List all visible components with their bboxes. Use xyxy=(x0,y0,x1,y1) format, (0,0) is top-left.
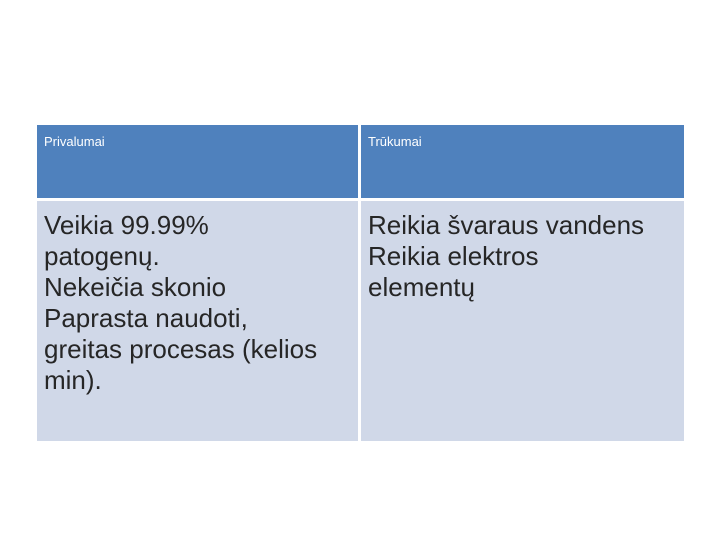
header-cons-label: Trūkumai xyxy=(368,134,422,149)
pros-cell xyxy=(37,201,358,441)
header-pros xyxy=(37,125,358,198)
pros-line: Nekeičia skonio xyxy=(44,272,227,302)
cons-cell xyxy=(361,201,684,441)
pros-line: Veikia 99.99% xyxy=(44,210,209,240)
cons-line: Reikia švaraus vandens xyxy=(368,210,645,240)
pros-line: greitas procesas (kelios xyxy=(44,334,318,364)
pros-line: Paprasta naudoti, xyxy=(44,303,248,333)
pros-cons-table xyxy=(37,125,684,441)
pros-line: min). xyxy=(44,365,102,395)
header-pros-label: Privalumai xyxy=(44,134,105,149)
pros-line: patogenų. xyxy=(44,241,160,271)
header-cons xyxy=(361,125,684,198)
cons-line: elementų xyxy=(368,272,475,302)
cons-line: Reikia elektros xyxy=(368,241,539,271)
